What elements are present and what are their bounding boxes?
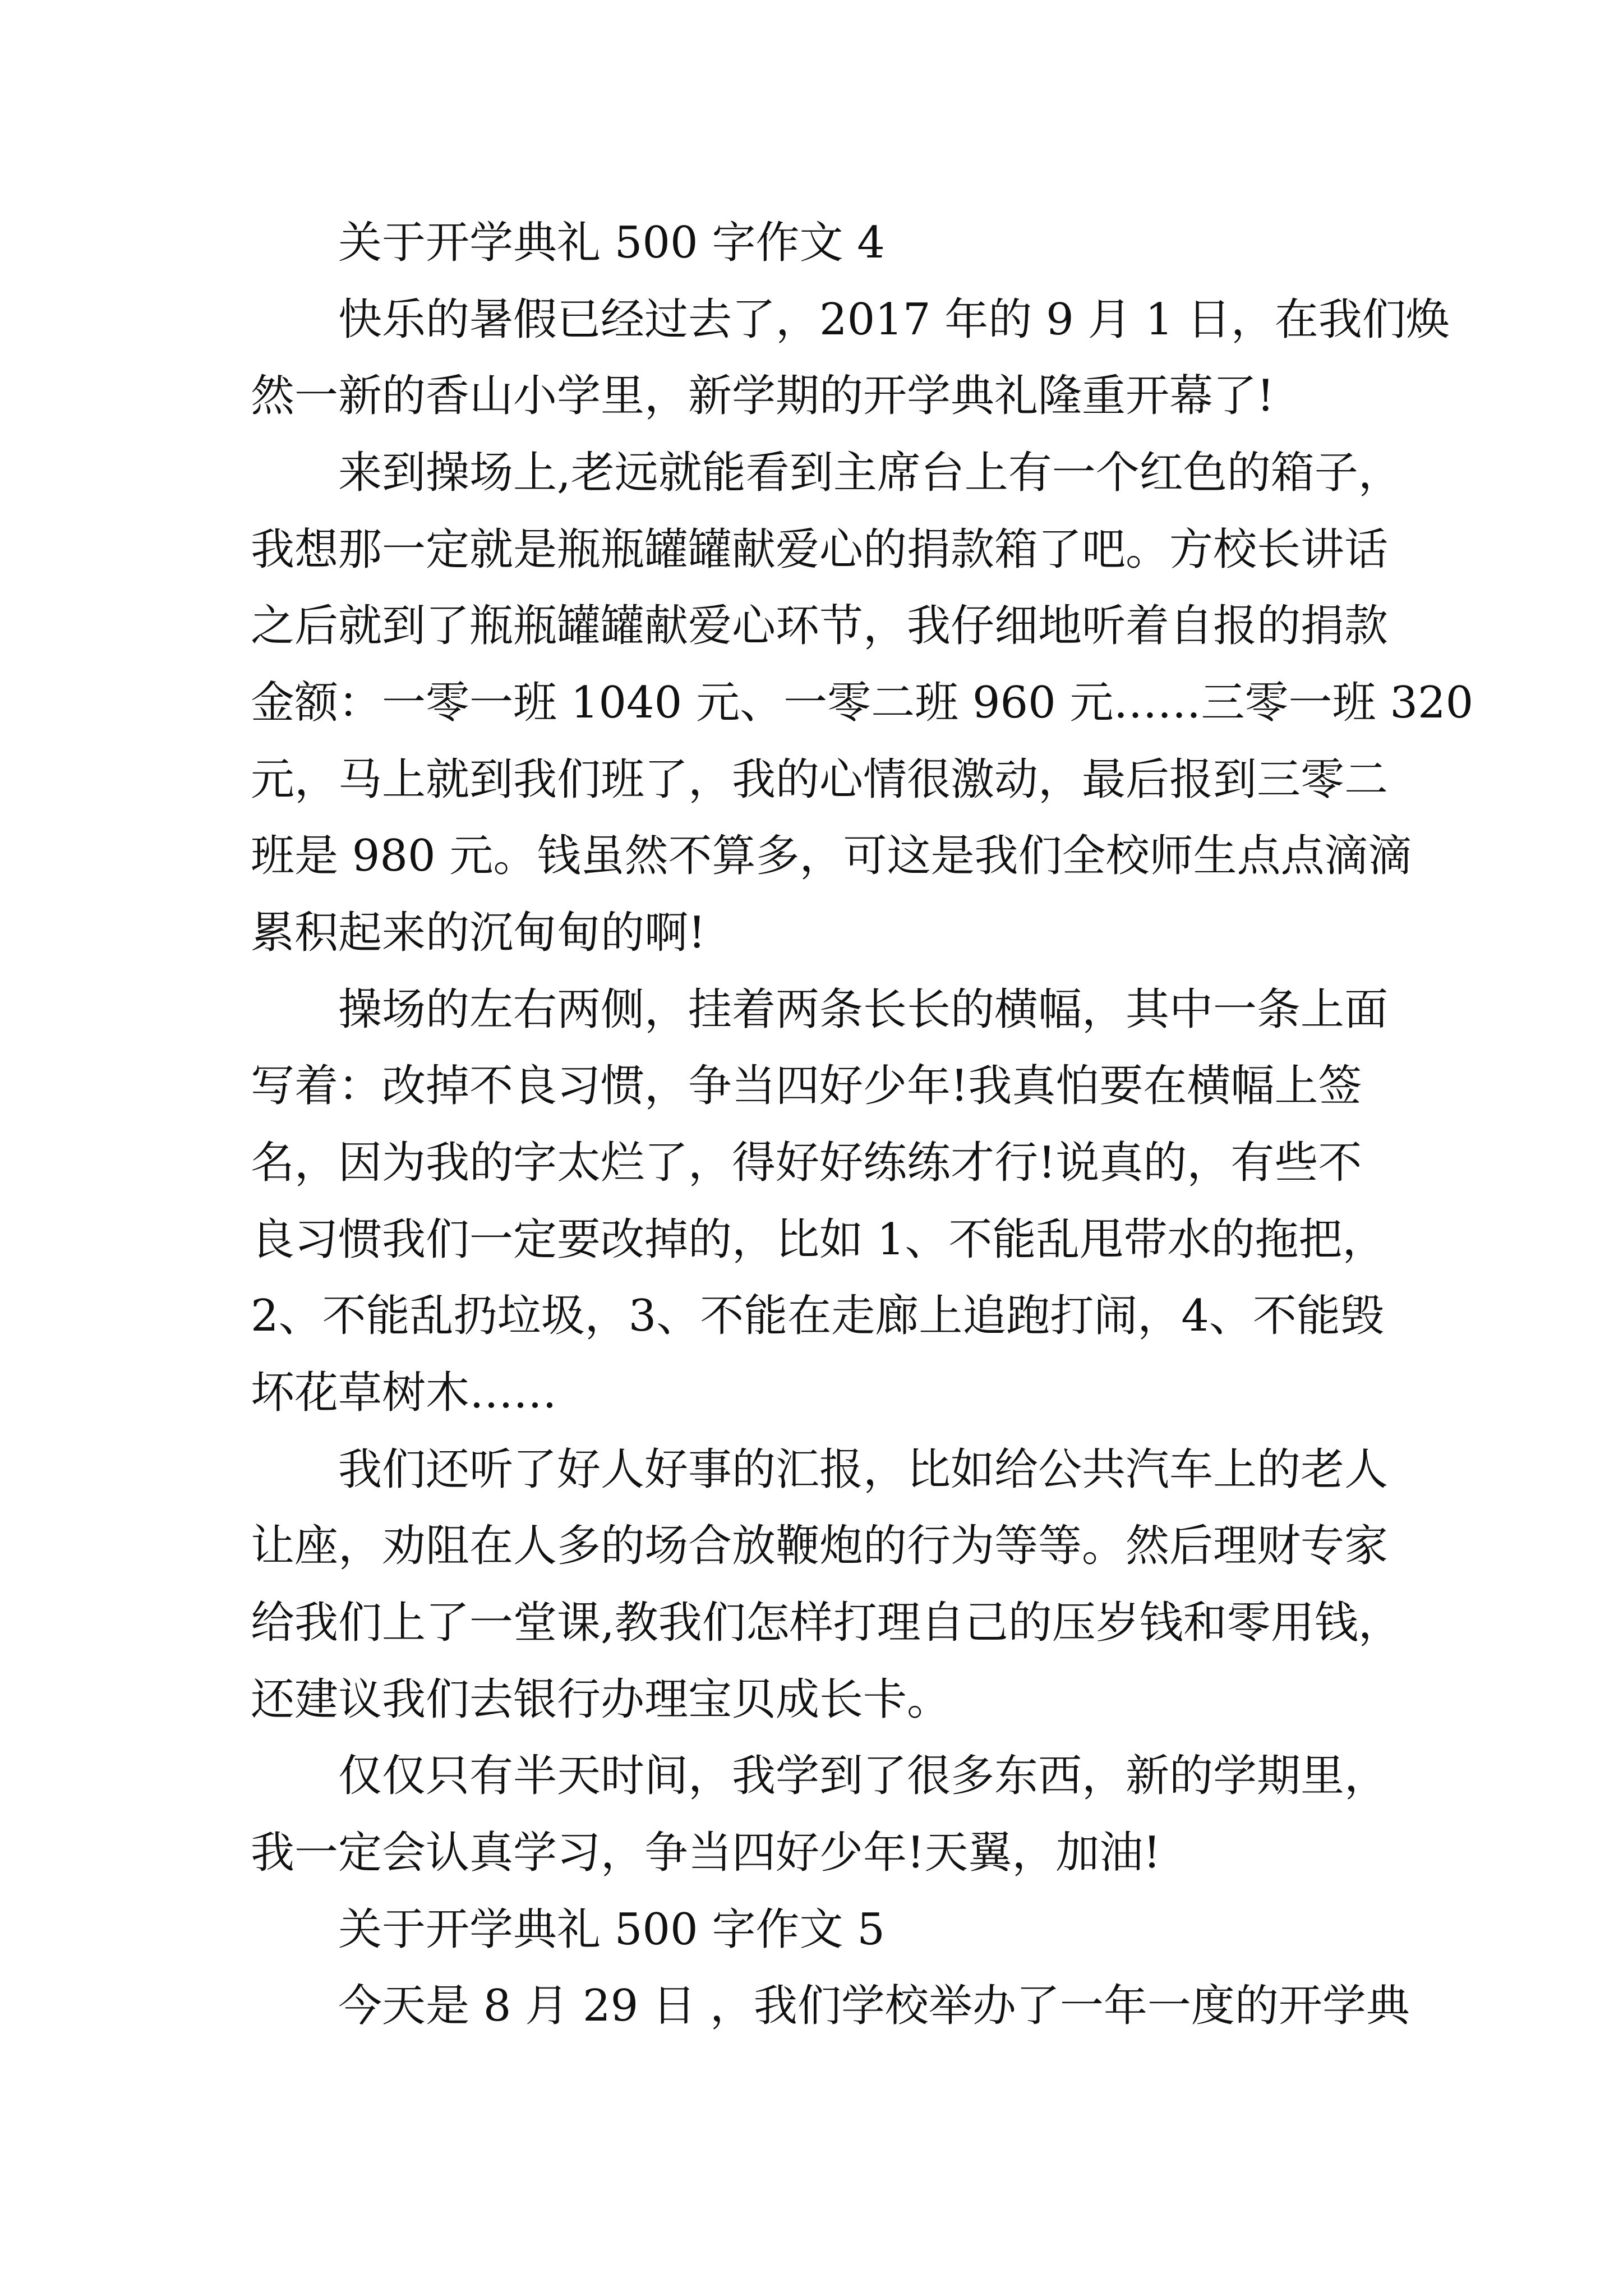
paragraph-line: 坏花草树木…… [251, 1368, 557, 1418]
paragraph-line: 操场的左右两侧，挂着两条长长的横幅，其中一条上面 [338, 984, 1389, 1035]
paragraph-line: 良习惯我们一定要改掉的，比如 1、不能乱甩带水的拖把， [251, 1214, 1386, 1265]
paragraph-line: 给我们上了一堂课,教我们怎样打理自己的压岁钱和零用钱， [251, 1598, 1402, 1648]
paragraph-line: 写着：改掉不良习惯，争当四好少年!我真怕要在横幅上签 [251, 1061, 1362, 1111]
paragraph-line: 我们还听了好人好事的汇报，比如给公共汽车上的老人 [338, 1444, 1389, 1495]
paragraph-line: 还建议我们去银行办理宝贝成长卡。 [251, 1674, 951, 1725]
paragraph-line: 之后就到了瓶瓶罐罐献爱心环节，我仔细地听着自报的捐款 [251, 601, 1389, 651]
paragraph-line: 仅仅只有半天时间，我学到了很多东西，新的学期里， [338, 1751, 1389, 1801]
paragraph-line: 班是 980 元。钱虽然不算多，可这是我们全校师生点点滴滴 [251, 831, 1412, 881]
paragraph-line: 来到操场上,老远就能看到主席台上有一个红色的箱子， [338, 448, 1402, 498]
paragraph-line: 元，马上就到我们班了，我的心情很激动，最后报到三零二 [251, 754, 1389, 805]
paragraph-line: 然一新的香山小学里，新学期的开学典礼隆重开幕了! [251, 371, 1275, 421]
section-heading: 关于开学典礼 500 字作文 4 [338, 218, 885, 268]
paragraph-line: 今天是 8 月 29 日 ，我们学校举办了一年一度的开学典 [338, 1981, 1410, 2031]
paragraph-line: 2、不能乱扔垃圾，3、不能在走廊上追跑打闹，4、不能毁 [251, 1291, 1384, 1341]
paragraph-line: 金额：一零一班 1040 元、一零二班 960 元……三零一班 320 [251, 678, 1474, 728]
paragraph-line: 我一定会认真学习，争当四好少年!天翼，加油! [251, 1828, 1161, 1878]
paragraph-line: 我想那一定就是瓶瓶罐罐献爱心的捐款箱了吧。方校长讲话 [251, 524, 1389, 575]
section-heading: 关于开学典礼 500 字作文 5 [338, 1904, 885, 1955]
paragraph-line: 让座，劝阻在人多的场合放鞭炮的行为等等。然后理财专家 [251, 1521, 1389, 1571]
paragraph-line: 名，因为我的字太烂了，得好好练练才行!说真的，有些不 [251, 1138, 1362, 1188]
paragraph-line: 累积起来的沉甸甸的啊! [251, 908, 706, 958]
paragraph-line: 快乐的暑假已经过去了，2017 年的 9 月 1 日，在我们焕 [338, 295, 1450, 345]
